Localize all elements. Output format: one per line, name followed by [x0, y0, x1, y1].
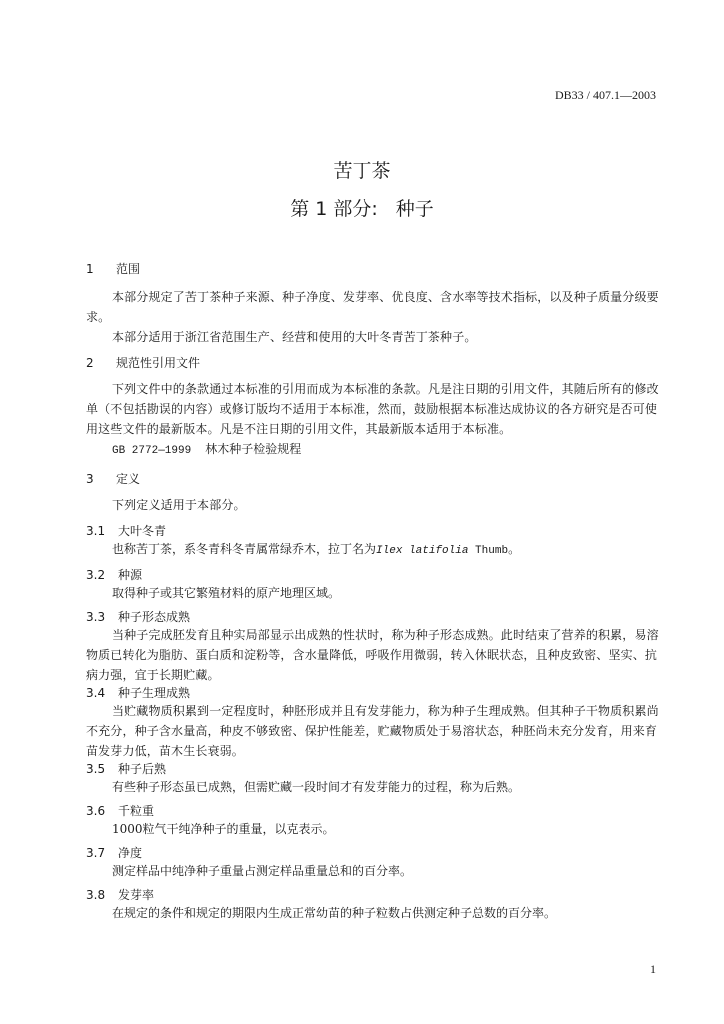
latin-name: Ilex latifolia — [376, 545, 469, 557]
section-title: 定义 — [116, 472, 141, 486]
section-heading-3 — [86, 471, 660, 487]
definition-heading: 3.4 种子生理成熟 — [86, 686, 191, 700]
page-number: 1 — [650, 962, 656, 976]
definition-text: 有些种子形态虽已成熟，但需贮藏一段时间才有发芽能力的过程，称为后熟。 — [112, 780, 521, 794]
section-heading-2 — [86, 355, 660, 371]
definition-heading: 3.2 种源 — [86, 568, 143, 582]
definition-text: 1000粒气干纯净种子的重量，以克表示。 — [112, 822, 335, 836]
paragraph: 下列定义适用于本部分。 — [112, 498, 246, 512]
definition-text: 也称苦丁茶，系冬青科冬青属常绿乔木，拉丁名为Ilex latifolia Thumb。 — [112, 542, 521, 557]
paragraph: 下列文件中的条款通过本标准的引用而成为本标准的条款。凡是注日期的引用文件，其随后所有的修改单（不包括勘误的内容）或修订版均不适用于本标准，然而，鼓励根据本标准达成协议的各方研究是否可使用这些文件的最新版本。凡是不注日期的引用文件，其最新版本适用于本标准。 — [86, 382, 659, 436]
definition-text: 当种子完成胚发育且种实局部显示出成熟的性状时，称为种子形态成熟。此时结束了营养的积累，易溶物质已转化为脂肪、蛋白质和淀粉等，含水量降低，呼吸作用微弱，转入休眠状态，且种皮致密、坚实、抗病力强，宜于长期贮藏。 — [86, 628, 659, 682]
document-title: 苦丁茶 — [333, 160, 391, 182]
definition-heading: 3.7 净度 — [86, 846, 143, 860]
definition-heading: 3.1 大叶冬青 — [86, 524, 167, 538]
section-number: 2 — [86, 356, 94, 370]
definition-heading: 3.3 种子形态成熟 — [86, 610, 191, 624]
definition-text: 当贮藏物质积累到一定程度时，种胚形成并且有发芽能力，称为种子生理成熟。但其种子干物质积累尚不充分，种子含水量高，种皮不够致密、保护性能差，贮藏物质处于易溶状态，种胚尚未充分发育，用来育苗发芽力低，苗木生长衰弱。 — [86, 704, 659, 758]
part-number: 第 1 部分: — [290, 198, 378, 220]
definition-text: 测定样品中纯净种子重量占测定样品重量总和的百分率。 — [112, 864, 413, 878]
paragraph: 本部分规定了苦丁茶种子来源、种子净度、发芽率、优良度、含水率等技术指标，以及种子质量分级要求。 — [86, 290, 659, 324]
reference-code: GB 2772—1999 — [112, 445, 192, 457]
part-name: 种子 — [395, 198, 434, 220]
section-number: 3 — [86, 472, 94, 486]
paragraph: 本部分适用于浙江省范围生产、经营和使用的大叶冬青苦丁茶种子。 — [112, 330, 477, 344]
section-number: 1 — [86, 262, 94, 276]
latin-author: Thumb — [475, 545, 509, 557]
reference-title: 林木种子检验规程 — [205, 442, 302, 456]
definition-text: 在规定的条件和规定的期限内生成正常幼苗的种子粒数占供测定种子总数的百分率。 — [112, 906, 557, 920]
definition-text: 取得种子或其它繁殖材料的原产地理区域。 — [112, 586, 341, 600]
standard-code: DB33 / 407.1—2003 — [554, 88, 656, 102]
section-title: 范围 — [116, 262, 141, 276]
definition-heading: 3.6 千粒重 — [86, 804, 155, 818]
section-title: 规范性引用文件 — [116, 356, 201, 370]
section-heading-1 — [86, 261, 660, 277]
definition-heading: 3.8 发芽率 — [86, 888, 155, 902]
document-body — [86, 261, 660, 923]
part-title — [0, 194, 724, 221]
definition-heading: 3.5 种子后熟 — [86, 762, 167, 776]
normative-reference — [86, 439, 660, 461]
